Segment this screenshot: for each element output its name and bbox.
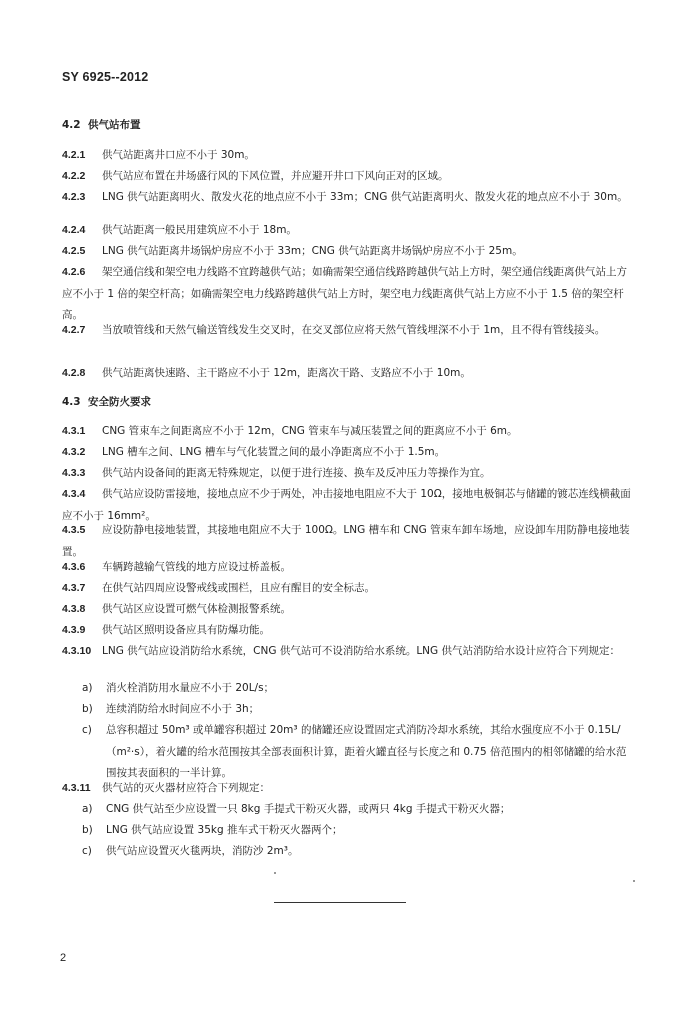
clause-text: 供气站内设备间的距离无特殊规定，以便于进行连接、换车及反冲压力等操作为宜。 [102,467,491,479]
clause-text: 应设防静电接地装置，其接地电阻应不大于 100Ω。LNG 槽车和 CNG 管束车卸车场地，应设卸车用防静电接地装置。 [62,524,630,558]
list-text: CNG 供气站至少应设置一只 8kg 手提式干粉灭火器，或两只 4kg 手提式干粉灭火器； [106,803,511,815]
clause-number: 4.2.2 [62,170,86,182]
list-text: LNG 供气站应设置 35kg 推车式干粉灭火器两个； [106,824,343,836]
clause-number: 4.3.5 [62,524,86,536]
clause-number: 4.2.3 [62,191,86,203]
standard-code: SY 6925--2012 [62,70,149,84]
clause-number: 4.3.11 [62,782,91,794]
clause-text: CNG 管束车之间距离应不小于 12m，CNG 管束车与减压装置之间的距离应不小于 6m。 [102,425,518,437]
clause-number: 4.2.7 [62,324,86,336]
clause-number: 4.3.3 [62,467,86,479]
clause-number: 4.3.7 [62,582,86,594]
clause-4-3-10-b [62,699,632,721]
clause-text: 车辆跨越输气管线的地方应设过桥盖板。 [102,561,291,573]
clause-4-3-11-b [62,820,632,842]
clause-number: 4.3.1 [62,425,86,437]
list-marker: c) [82,845,92,857]
scan-speck [633,880,635,882]
clause-4-2-6 [62,262,632,327]
clause-text: 供气站应布置在井场盛行风的下风位置，并应避开井口下风向正对的区域。 [102,170,449,182]
clause-number: 4.2.1 [62,149,86,161]
section-number: 4.2 [62,119,81,131]
clause-text: 供气站距离一般民用建筑应不小于 18m。 [102,224,297,236]
clause-text: 当放喷管线和天然气输送管线发生交叉时，在交叉部位应将天然气管线埋深不小于 1m，且不得有管线接头。 [102,324,606,336]
section-number: 4.3 [62,396,81,408]
page-number: 2 [60,952,67,964]
clause-number: 4.3.8 [62,603,86,615]
section-heading-4-3 [62,395,151,409]
section-title: 供气站布置 [88,119,141,131]
clause-number: 4.3.6 [62,561,86,573]
list-marker: a) [82,803,93,815]
clause-text: LNG 槽车之间、LNG 槽车与气化装置之间的最小净距离应不小于 1.5m。 [102,446,446,458]
clause-4-2-7 [62,320,632,342]
clause-text: 在供气站四周应设警戒线或围栏，且应有醒目的安全标志。 [102,582,375,594]
clause-text: 供气站区应设置可燃气体检测报警系统。 [102,603,291,615]
clause-4-3-6 [62,557,632,579]
clause-text: 供气站的灭火器材应符合下列规定： [102,782,270,794]
clause-text: 供气站应设防雷接地，接地点应不少于两处，冲击接地电阻应不大于 10Ω，接地电极铜芯与储罐的镀芯连线横截面应不小于 16mm²。 [62,488,631,522]
clause-4-3-2 [62,442,632,464]
clause-4-2-3 [62,187,632,209]
clause-number: 4.3.9 [62,624,86,636]
clause-text: LNG 供气站应设消防给水系统，CNG 供气站可不设消防给水系统。LNG 供气站消防给水设计应符合下列规定： [102,645,621,657]
scan-speck [274,872,276,874]
clause-4-2-4 [62,220,632,242]
list-marker: a) [82,682,93,694]
clause-number: 4.3.4 [62,488,86,500]
section-title: 安全防火要求 [88,396,151,408]
clause-number: 4.3.2 [62,446,86,458]
clause-4-3-10-c [62,720,632,785]
clause-text: 架空通信线和架空电力线路不宜跨越供气站；如确需架空通信线路跨越供气站上方时，架空通信线距离供气站上方应不小于 1 倍的架空杆高；如确需架空电力线路跨越供气站上方时，架空电力线距离供气站上方应不小于 1.5 倍的架空杆高。 [62,266,627,322]
clause-4-3-9 [62,620,632,642]
clause-4-3-10 [62,641,632,663]
clause-text: 供气站区照明设备应具有防爆功能。 [102,624,270,636]
clause-4-3-3 [62,463,632,485]
end-rule [274,902,406,903]
clause-text: 供气站距离井口应不小于 30m。 [102,149,255,161]
clause-4-3-10-a [62,678,632,700]
clause-number: 4.2.8 [62,367,86,379]
clause-4-3-8 [62,599,632,621]
list-marker: b) [82,703,93,715]
clause-4-3-11-c [62,841,632,863]
list-marker: b) [82,824,93,836]
clause-number: 4.2.6 [62,266,86,278]
list-text: 连续消防给水时间应不小于 3h； [106,703,260,715]
clause-number: 4.2.4 [62,224,86,236]
list-text: 总容积超过 50m³ 或单罐容积超过 20m³ 的储罐还应设置固定式消防冷却水系统，其给水强度应不小于 0.15L/（m²·s），着火罐的给水范围按其全部表面积计算，距着火罐直径与长度之和 0.75 倍范围内的相邻储罐的给水范围按其表面积的一半计算。 [106,724,627,780]
clause-4-3-1 [62,421,632,443]
clause-text: 供气站距离快速路、主干路应不小于 12m，距离次干路、支路应不小于 10m。 [102,367,471,379]
clause-4-3-11-a [62,799,632,821]
list-text: 供气站应设置灭火毯两块，消防沙 2m³。 [106,845,299,857]
clause-number: 4.2.5 [62,245,86,257]
list-marker: c) [82,724,92,736]
clause-4-2-1 [62,145,632,167]
section-heading-4-2 [62,118,141,132]
clause-4-2-8 [62,363,632,385]
clause-number: 4.3.10 [62,645,92,657]
clause-4-2-5 [62,241,632,263]
clause-text: LNG 供气站距离井场锅炉房应不小于 33m；CNG 供气站距离井场锅炉房应不小于 25m。 [102,245,523,257]
clause-4-3-11 [62,778,632,800]
clause-4-3-7 [62,578,632,600]
clause-4-2-2 [62,166,632,188]
clause-text: LNG 供气站距离明火、散发火花的地点应不小于 33m；CNG 供气站距离明火、散发火花的地点应不小于 30m。 [102,191,628,203]
list-text: 消火栓消防用水量应不小于 20L/s； [106,682,275,694]
